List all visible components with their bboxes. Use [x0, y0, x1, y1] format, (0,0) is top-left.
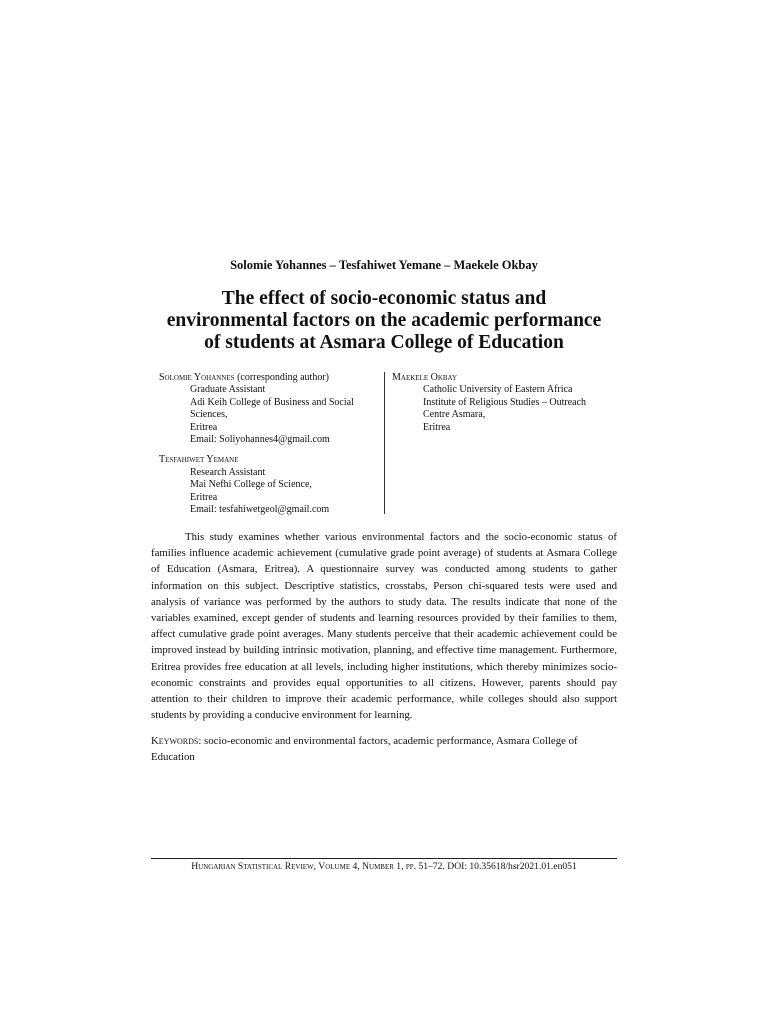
affiliation-line: Institute of Religious Studies – Outreach	[423, 396, 587, 408]
author-affiliation	[159, 372, 379, 446]
author-affiliation	[392, 372, 618, 434]
journal-citation: Hungarian Statistical Review, Volume 4, Number 1, pp.	[191, 861, 417, 872]
author-name: Tesfahiwet Yemane	[159, 454, 239, 466]
affiliation-line: Adi Keih College of Business and Social	[190, 396, 354, 408]
journal-footer	[151, 861, 617, 872]
title-line: of students at Asmara College of Education	[204, 332, 564, 353]
affiliation-line: Research Assistant	[190, 466, 266, 478]
author-affiliation	[159, 454, 379, 516]
column-divider	[384, 372, 385, 514]
author-email: Email: tesfahiwetgeol@gmail.com	[190, 504, 330, 516]
affiliation-line: Sciences,	[190, 409, 228, 421]
affiliation-line: Eritrea	[190, 421, 218, 433]
author-name-suffix: (corresponding author)	[234, 372, 329, 383]
affiliation-line: Eritrea	[190, 491, 218, 503]
keywords-label: Keywords:	[151, 735, 202, 747]
title-line: environmental factors on the academic performance	[166, 310, 602, 331]
affiliations-left	[159, 372, 379, 524]
keywords	[151, 733, 617, 765]
paper-title	[140, 288, 628, 354]
authors-line: Solomie Yohannes – Tesfahiwet Yemane – Maekele Okbay	[230, 258, 538, 272]
keywords-text: socio-economic and environmental factors, academic performance, Asmara College of Education	[151, 735, 578, 764]
affiliation-line: Centre Asmara,	[423, 409, 486, 421]
author-email: Email: Soliyohannes4@gmail.com	[190, 434, 330, 446]
title-line: The effect of socio-economic status and	[221, 288, 547, 309]
affiliation-line: Mai Nefhi College of Science,	[190, 479, 312, 491]
author-name: Maekele Okbay	[392, 372, 458, 383]
affiliation-line: Graduate Assistant	[190, 384, 266, 396]
footer-rule	[151, 858, 617, 859]
abstract-paragraph: This study examines whether various environmental factors and the socio-economic status of families influence academic achievement (cumulative grade point average) of students at Asmara College of Education (Asmara, Eritrea). A questionnaire survey was conducted among students to gather information on this subject. Descriptive statistics, crosstabs, Person chi-squared tests were used and analysis of variance was performed by the authors to study data. The results indicate that none of the variables examined, except gender of students and learning resources provided by their families to them, affect cumulative grade point averages. Many students perceive that their academic achievement could be improved instead by building intrinsic motivation, planning, and effective time management. Furthermore, Eritrea provides free education at all levels, including higher institutions, which thereby minimizes socio-economic constraints and provides equal opportunities to all citizens. However, parents should pay attention to their children to improve their academic performance, while colleges should also support students by providing a conducive environment for learning.	[151, 531, 617, 722]
affiliations-right	[392, 372, 618, 442]
affiliation-line: Catholic University of Eastern Africa	[423, 384, 573, 396]
affiliation-line: Eritrea	[423, 421, 451, 433]
doi-citation: 51–72. DOI: 10.35618/hsr2021.01.en051	[416, 861, 577, 872]
author-name: Solomie Yohannes	[159, 372, 235, 383]
